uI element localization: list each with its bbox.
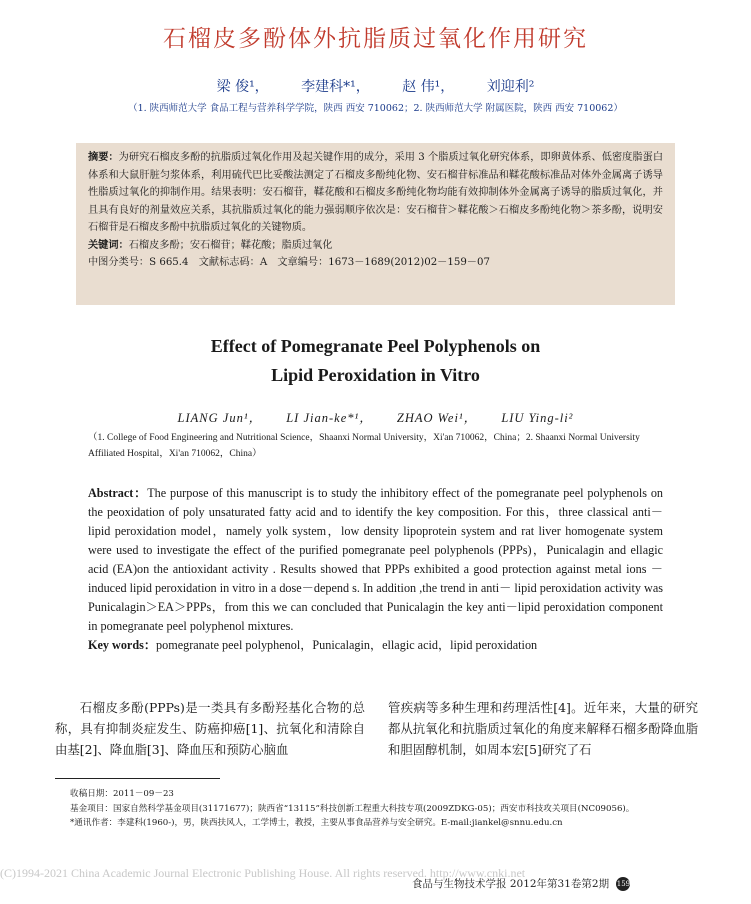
chinese-authors [0, 76, 751, 96]
english-title-line-1: Effect of Pomegranate Peel Polyphenols on [210, 336, 541, 356]
chinese-abstract [88, 149, 663, 237]
footnote-fund: 基金项目：国家自然科学基金项目(31171677)；陕西省“13115”科技创新工程重大科技专项(2009ZDKG-05)；西安市科技攻关项目(NC09056)。 [70, 803, 635, 814]
en-keywords-text: pomegranate peel polyphenol，Punicalagin，ellagic acid，lipid peroxidation [156, 638, 538, 652]
page-number: 159 [616, 877, 630, 891]
en-keywords-label: Key words： [88, 638, 157, 652]
chinese-keywords [88, 237, 663, 254]
english-title-line-2: Lipid Peroxidation in Vitro [271, 365, 480, 385]
en-abstract-label: Abstract： [88, 486, 148, 500]
copyright-watermark: (C)1994-2021 China Academic Journal Electronic Publishing House. All rights reserved. http://www.cnki.net [0, 866, 526, 880]
en-author-4: LIU Ying-li² [501, 411, 574, 425]
en-author-3: ZHAO Wei¹， [396, 411, 478, 425]
journal-name: 食品与生物技术学报 2012年第31卷第2期 [412, 878, 610, 890]
classification-line: 中图分类号：S 665.4 文献标志码：A 文章编号：1673－1689(2012)02－159－07 [88, 256, 490, 268]
footnote-received: 收稿日期：2011－09－23 [70, 789, 174, 799]
english-authors [0, 408, 751, 426]
en-abstract-text: The purpose of this manuscript is to study the inhibitory effect of the pomegranate peel polyphenols on the peoxidation of poly unsaturated fatty acid and to identify the key composition. For this，three classical anti－lipid peroxidation model，namely yolk system，low density lipoprotein system and rat liver homogenate system were used to investigate the effect of the purified pomegranate peel polyphenols (PPPs)，Punicalagin and ellagic acid (EA)on the antioxidant activity . Results showed that PPPs exhibited a good protection against metal ions －induced lipid peroxidation in vitro in a dose－depend s. In addition ,the trend in anti－ lipid peroxidation activity was Punicalagin＞EA＞PPPs，from this we can concluded that Punicalagin the key anti－lipid peroxidation component in pomegranate peel polyphenol mixtures. [88, 486, 664, 633]
footnote-corresponding: *通讯作者：李建科(1960-)，男，陕西扶风人，工学博士，教授，主要从事食品营养与安全研究。E-mail:jiankel@snnu.edu.cn [70, 818, 563, 828]
keywords-label: 关键词： [88, 238, 129, 251]
body-text-left: 石榴皮多酚(PPPs)是一类具有多酚羟基化合物的总称，具有抑制炎症发生、防癌抑癌[1]、抗氧化和清除自由基[2]、降血脂[3]、降血压和预防心脑血 [55, 700, 365, 757]
body-text-right: 管疾病等多种生理和药理活性[4]。近年来，大量的研究都从抗氧化和抗脂质过氧化的角度来解释石榴多酚降血脂和胆固醇机制，如周本宏[5]研究了石 [388, 700, 698, 757]
en-author-2: LI Jian-ke*¹， [286, 411, 373, 425]
english-abstract [88, 484, 663, 655]
footnotes [70, 787, 680, 831]
abstract-label: 摘要： [88, 151, 119, 163]
english-affiliation: （1. College of Food Engineering and Nutritional Science，Shaanxi Normal University，Xi'an 710062，China；2. Shaanxi Normal University Affiliated Hospital，Xi'an 710062，China） [88, 433, 640, 459]
author-4: 刘迎利² [486, 79, 535, 95]
english-keywords [88, 636, 663, 655]
keywords-text: 石榴皮多酚；安石榴苷；鞣花酸；脂质过氧化 [128, 239, 333, 251]
chinese-affiliation: （1. 陕西师范大学 食品工程与营养科学学院，陕西 西安 710062；2. 陕西师范大学 附属医院，陕西 西安 710062） [128, 103, 623, 114]
en-author-1: LIANG Jun¹， [177, 411, 263, 425]
footnote-divider [55, 778, 220, 779]
chinese-title: 石榴皮多酚体外抗脂质过氧化作用研究 [163, 26, 588, 52]
journal-footer [412, 876, 630, 891]
abstract-text: 为研究石榴皮多酚的抗脂质过氧化作用及起关键作用的成分，采用 3 个脂质过氧化研究体系，即卵黄体系、低密度脂蛋白体系和大鼠肝脏匀浆体系，利用硫代巴比妥酸法测定了石榴皮多酚纯化物、安石榴苷标准品和鞣花酸标准品对体外金属离子诱导性脂质过氧化的抑制作用。结果表明：安石榴苷，鞣花酸和石榴皮多酚纯化物均能有效抑制体外金属离子诱导的脂质过氧化，并且具有良好的剂量效应关系，其抗脂质过氧化的能力强弱顺序依次是：安石榴苷＞鞣花酸＞石榴皮多酚纯化物＞茶多酚，说明安石榴苷是石榴皮多酚中抗脂质过氧化的关键物质。 [88, 152, 664, 234]
english-abstract-body [88, 484, 663, 636]
author-1: 梁 俊¹， [216, 79, 269, 95]
author-2: 李建科*¹， [301, 79, 370, 95]
author-3: 赵 伟¹， [402, 79, 455, 95]
chinese-abstract-box [76, 143, 675, 305]
english-title [0, 332, 751, 390]
